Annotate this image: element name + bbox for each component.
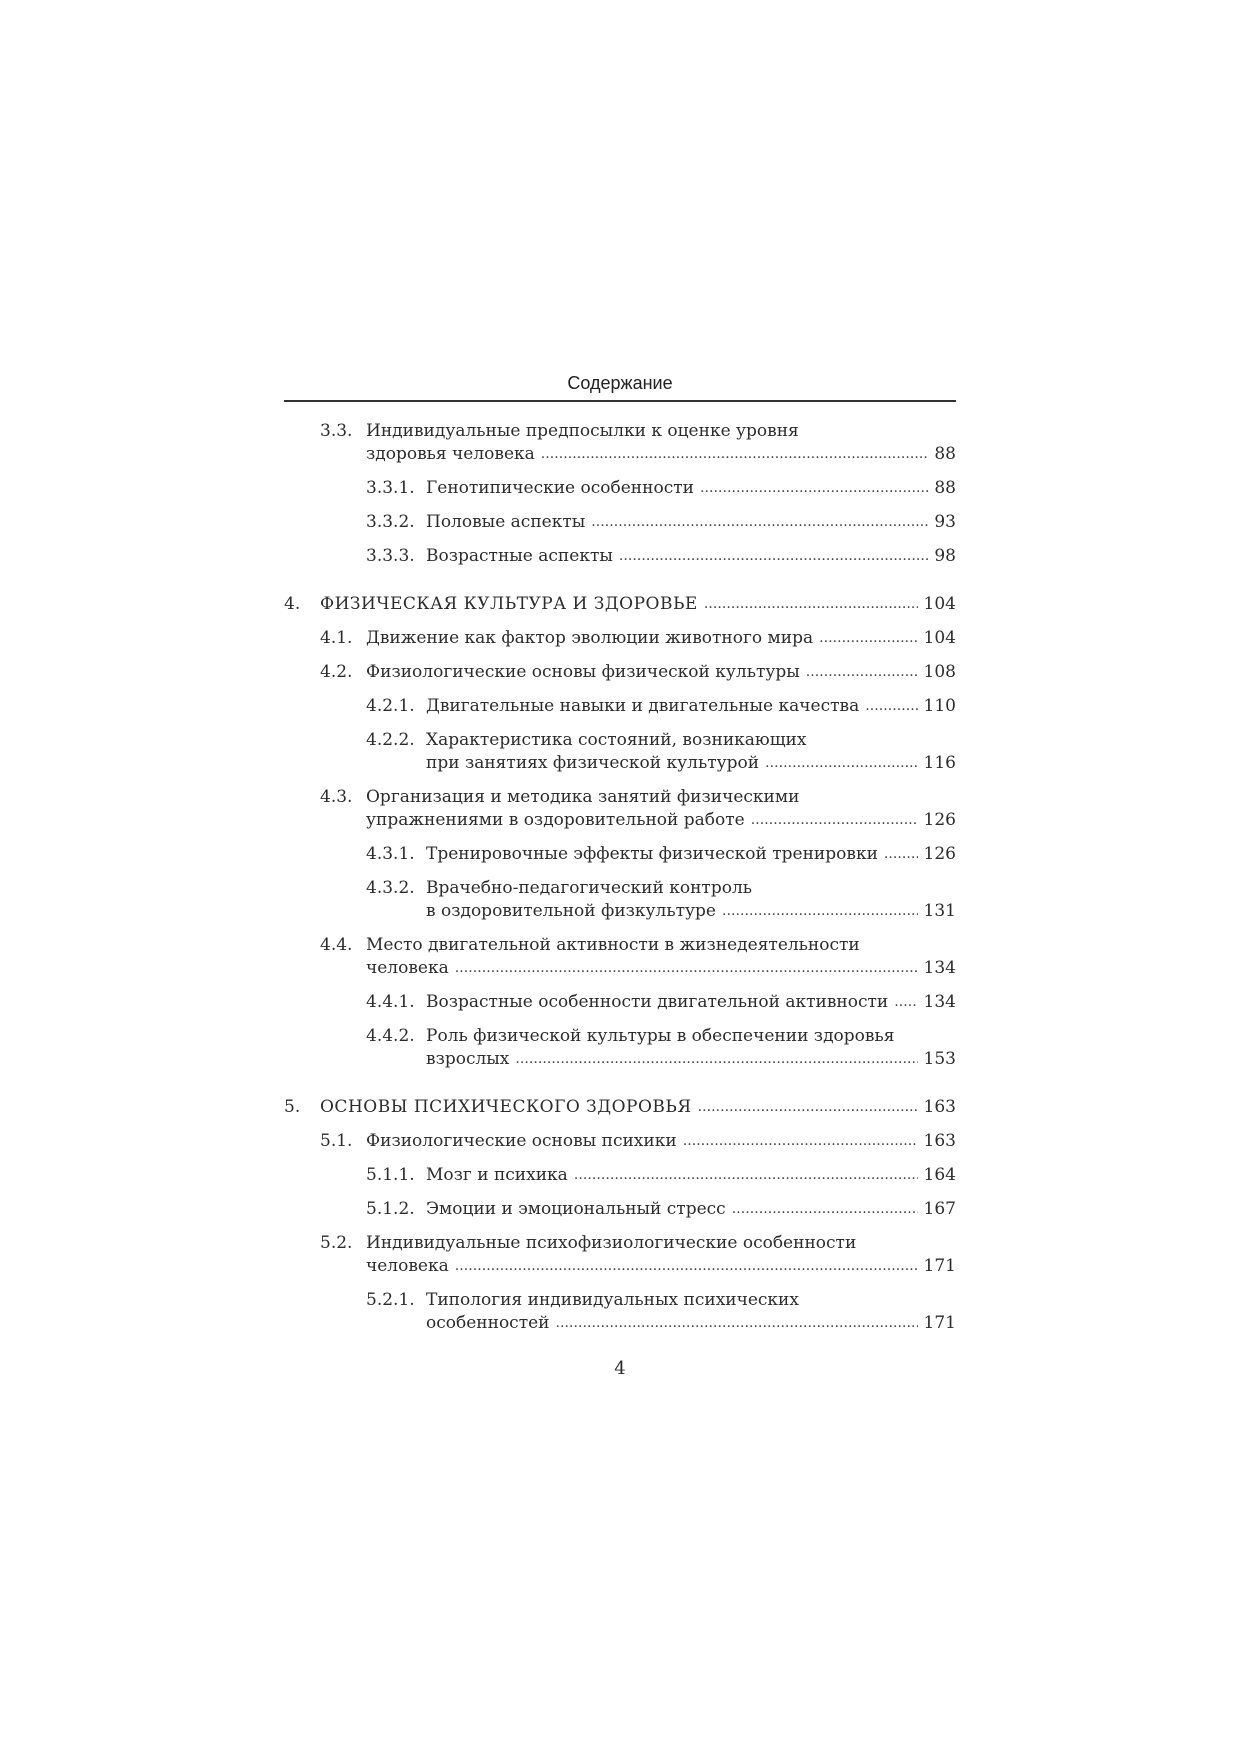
toc-entry-body (366, 1130, 956, 1154)
toc-entry-page: 171 (923, 1256, 956, 1276)
toc-entry-page: 171 (923, 1313, 956, 1333)
toc-entry-number: 4.3.2. (366, 878, 415, 898)
toc-entry-title: человека (366, 1256, 449, 1276)
toc-entry-number: 4.4.2. (366, 1026, 415, 1046)
toc-entry-body (320, 1096, 956, 1120)
toc-entry-body (366, 661, 956, 685)
toc-entry-number: 5.1.1. (366, 1165, 415, 1185)
toc-entry-title: Физиологические основы физической культуры (366, 662, 800, 682)
toc-entry-title: Движение как фактор эволюции животного мира (366, 628, 814, 648)
toc-entry-line (320, 1096, 956, 1120)
table-of-contents (284, 420, 956, 1336)
toc-entry-page: 163 (923, 1097, 956, 1117)
toc-entry-line (366, 934, 956, 957)
toc-entry-title: Роль физической культуры в обеспечении здоровья (426, 1026, 895, 1046)
dot-leader (732, 1197, 918, 1221)
toc-entry-body (426, 1025, 956, 1072)
toc-entry-page: 104 (923, 594, 956, 614)
toc-entry-body (426, 545, 956, 569)
toc-entry (284, 420, 956, 467)
toc-entry-body (426, 1164, 956, 1188)
toc-entry-title: Организация и методика занятий физическими (366, 787, 800, 807)
toc-entry-page: 88 (934, 478, 956, 498)
header-rule (284, 400, 956, 402)
toc-entry (284, 729, 956, 776)
toc-entry-title: в оздоровительной физкультуре (426, 901, 716, 921)
toc-entry (284, 991, 956, 1015)
toc-entry-line (426, 477, 956, 501)
page-number: 4 (614, 1358, 626, 1379)
toc-entry-body (426, 843, 956, 867)
toc-entry (284, 511, 956, 535)
toc-entry-page: 163 (923, 1131, 956, 1151)
dot-leader (619, 544, 928, 568)
toc-entry (284, 545, 956, 569)
toc-entry-body (426, 729, 956, 776)
dot-leader (884, 842, 918, 866)
toc-entry-title: Возрастные особенности двигательной активности (426, 992, 889, 1012)
toc-entry-line (426, 752, 956, 776)
toc-entry (284, 627, 956, 651)
toc-entry-page: 98 (934, 546, 956, 566)
toc-entry-title: при занятиях физической культурой (426, 753, 760, 773)
toc-entry-line (366, 443, 956, 467)
toc-entry (284, 1130, 956, 1154)
toc-entry-line (426, 1289, 956, 1312)
dot-leader (722, 899, 918, 923)
toc-entry-title: Типология индивидуальных психических (426, 1290, 799, 1310)
toc-entry-page: 134 (923, 958, 956, 978)
toc-entry-title: ФИЗИЧЕСКАЯ КУЛЬТУРА И ЗДОРОВЬЕ (320, 594, 698, 614)
toc-entry-page: 108 (923, 662, 956, 682)
dot-leader (515, 1047, 917, 1071)
toc-entry-number: 5.1. (320, 1131, 353, 1151)
dot-leader (455, 956, 918, 980)
toc-entry-number: 4.4.1. (366, 992, 415, 1012)
dot-leader (806, 660, 918, 684)
dot-leader (541, 442, 929, 466)
toc-entry-body (426, 477, 956, 501)
toc-entry-page: 164 (923, 1165, 956, 1185)
dot-leader (894, 990, 917, 1014)
toc-entry-page: 153 (923, 1049, 956, 1069)
toc-entry-page: 167 (923, 1199, 956, 1219)
toc-entry-line (426, 900, 956, 924)
toc-entry (284, 593, 956, 617)
toc-entry-title: Физиологические основы психики (366, 1131, 677, 1151)
dot-leader (865, 694, 917, 718)
toc-entry-line (366, 627, 956, 651)
toc-entry-number: 4.2.1. (366, 696, 415, 716)
toc-entry (284, 1232, 956, 1279)
toc-entry-line (366, 420, 956, 443)
toc-entry-body (366, 786, 956, 833)
toc-entry-line (426, 877, 956, 900)
toc-entry-title: Характеристика состояний, возникающих (426, 730, 807, 750)
dot-leader (751, 808, 918, 832)
toc-entry-page: 131 (923, 901, 956, 921)
dot-leader (765, 751, 917, 775)
dot-leader (455, 1254, 918, 1278)
toc-entry-page: 110 (923, 696, 956, 716)
toc-entry (284, 877, 956, 924)
toc-entry-page: 134 (923, 992, 956, 1012)
toc-entry-line (366, 1255, 956, 1279)
toc-entry-body (366, 934, 956, 981)
toc-entry-number: 5.2. (320, 1233, 353, 1253)
toc-entry-body (366, 627, 956, 651)
toc-entry-line (426, 1164, 956, 1188)
book-page (284, 368, 956, 1379)
toc-entry-body (366, 420, 956, 467)
toc-entry-title: Эмоции и эмоциональный стресс (426, 1199, 726, 1219)
dot-leader (591, 510, 928, 534)
toc-entry-body (426, 511, 956, 535)
dot-leader (704, 592, 918, 616)
toc-entry-page: 88 (934, 444, 956, 464)
toc-entry-title: человека (366, 958, 449, 978)
dot-leader (683, 1129, 918, 1153)
toc-entry-page: 93 (934, 512, 956, 532)
toc-entry-line (426, 545, 956, 569)
toc-entry-number: 4.2.2. (366, 730, 415, 750)
toc-entry-line (426, 843, 956, 867)
dot-leader (556, 1311, 918, 1335)
toc-entry (284, 843, 956, 867)
toc-entry-number: 5.1.2. (366, 1199, 415, 1219)
toc-entry-line (426, 1025, 956, 1048)
toc-entry-number: 4. (284, 594, 301, 614)
toc-entry-line (366, 661, 956, 685)
toc-entry-line (366, 1232, 956, 1255)
dot-leader (574, 1163, 918, 1187)
toc-entry (284, 1096, 956, 1120)
toc-entry-body (426, 1198, 956, 1222)
toc-entry-body (320, 593, 956, 617)
toc-entry-title: Место двигательной активности в жизнедеятельности (366, 935, 860, 955)
toc-entry-body (426, 695, 956, 719)
dot-leader (819, 626, 917, 650)
toc-entry-body (426, 1289, 956, 1336)
toc-entry (284, 477, 956, 501)
toc-entry-line (320, 593, 956, 617)
toc-entry-line (366, 786, 956, 809)
toc-entry-title: ОСНОВЫ ПСИХИЧЕСКОГО ЗДОРОВЬЯ (320, 1097, 692, 1117)
toc-entry-number: 5.2.1. (366, 1290, 415, 1310)
running-head: Содержание (567, 373, 673, 393)
toc-entry-page: 104 (923, 628, 956, 648)
toc-entry-page: 126 (923, 844, 956, 864)
toc-entry-number: 3.3.2. (366, 512, 415, 532)
toc-entry-page: 116 (923, 753, 956, 773)
toc-entry-number: 4.4. (320, 935, 353, 955)
toc-entry (284, 695, 956, 719)
toc-entry-number: 3.3.1. (366, 478, 415, 498)
toc-entry-number: 3.3.3. (366, 546, 415, 566)
toc-entry-line (426, 511, 956, 535)
toc-entry-number: 5. (284, 1097, 301, 1117)
toc-entry-line (366, 1130, 956, 1154)
toc-entry (284, 786, 956, 833)
toc-entry-title: Тренировочные эффекты физической тренировки (426, 844, 878, 864)
toc-entry-title: Половые аспекты (426, 512, 586, 532)
toc-entry-line (426, 991, 956, 1015)
toc-entry-line (426, 729, 956, 752)
toc-entry-title: особенностей (426, 1313, 550, 1333)
toc-entry-title: Мозг и психика (426, 1165, 568, 1185)
toc-entry-body (366, 1232, 956, 1279)
toc-entry-number: 4.2. (320, 662, 353, 682)
toc-entry-line (426, 695, 956, 719)
toc-entry-line (426, 1048, 956, 1072)
toc-entry-title: взрослых (426, 1049, 510, 1069)
toc-entry (284, 1025, 956, 1072)
dot-leader (700, 476, 928, 500)
toc-entry (284, 1289, 956, 1336)
toc-entry-line (366, 809, 956, 833)
toc-entry (284, 661, 956, 685)
toc-entry-line (366, 957, 956, 981)
toc-entry-body (426, 991, 956, 1015)
toc-entry-title: Врачебно-педагогический контроль (426, 878, 753, 898)
toc-entry-number: 4.1. (320, 628, 353, 648)
toc-entry (284, 1198, 956, 1222)
toc-entry-body (426, 877, 956, 924)
toc-entry-title: Генотипические особенности (426, 478, 694, 498)
toc-entry-title: Индивидуальные предпосылки к оценке уровня (366, 421, 799, 441)
toc-entry-title: Двигательные навыки и двигательные качества (426, 696, 860, 716)
dot-leader (698, 1095, 918, 1119)
toc-entry-page: 126 (923, 810, 956, 830)
toc-entry (284, 1164, 956, 1188)
toc-entry-title: Возрастные аспекты (426, 546, 613, 566)
toc-entry-line (426, 1198, 956, 1222)
toc-entry-number: 3.3. (320, 421, 353, 441)
toc-entry (284, 934, 956, 981)
toc-entry-title: здоровья человека (366, 444, 535, 464)
toc-entry-number: 4.3.1. (366, 844, 415, 864)
toc-entry-title: Индивидуальные психофизиологические особенности (366, 1233, 857, 1253)
toc-entry-line (426, 1312, 956, 1336)
toc-entry-title: упражнениями в оздоровительной работе (366, 810, 745, 830)
toc-entry-number: 4.3. (320, 787, 353, 807)
